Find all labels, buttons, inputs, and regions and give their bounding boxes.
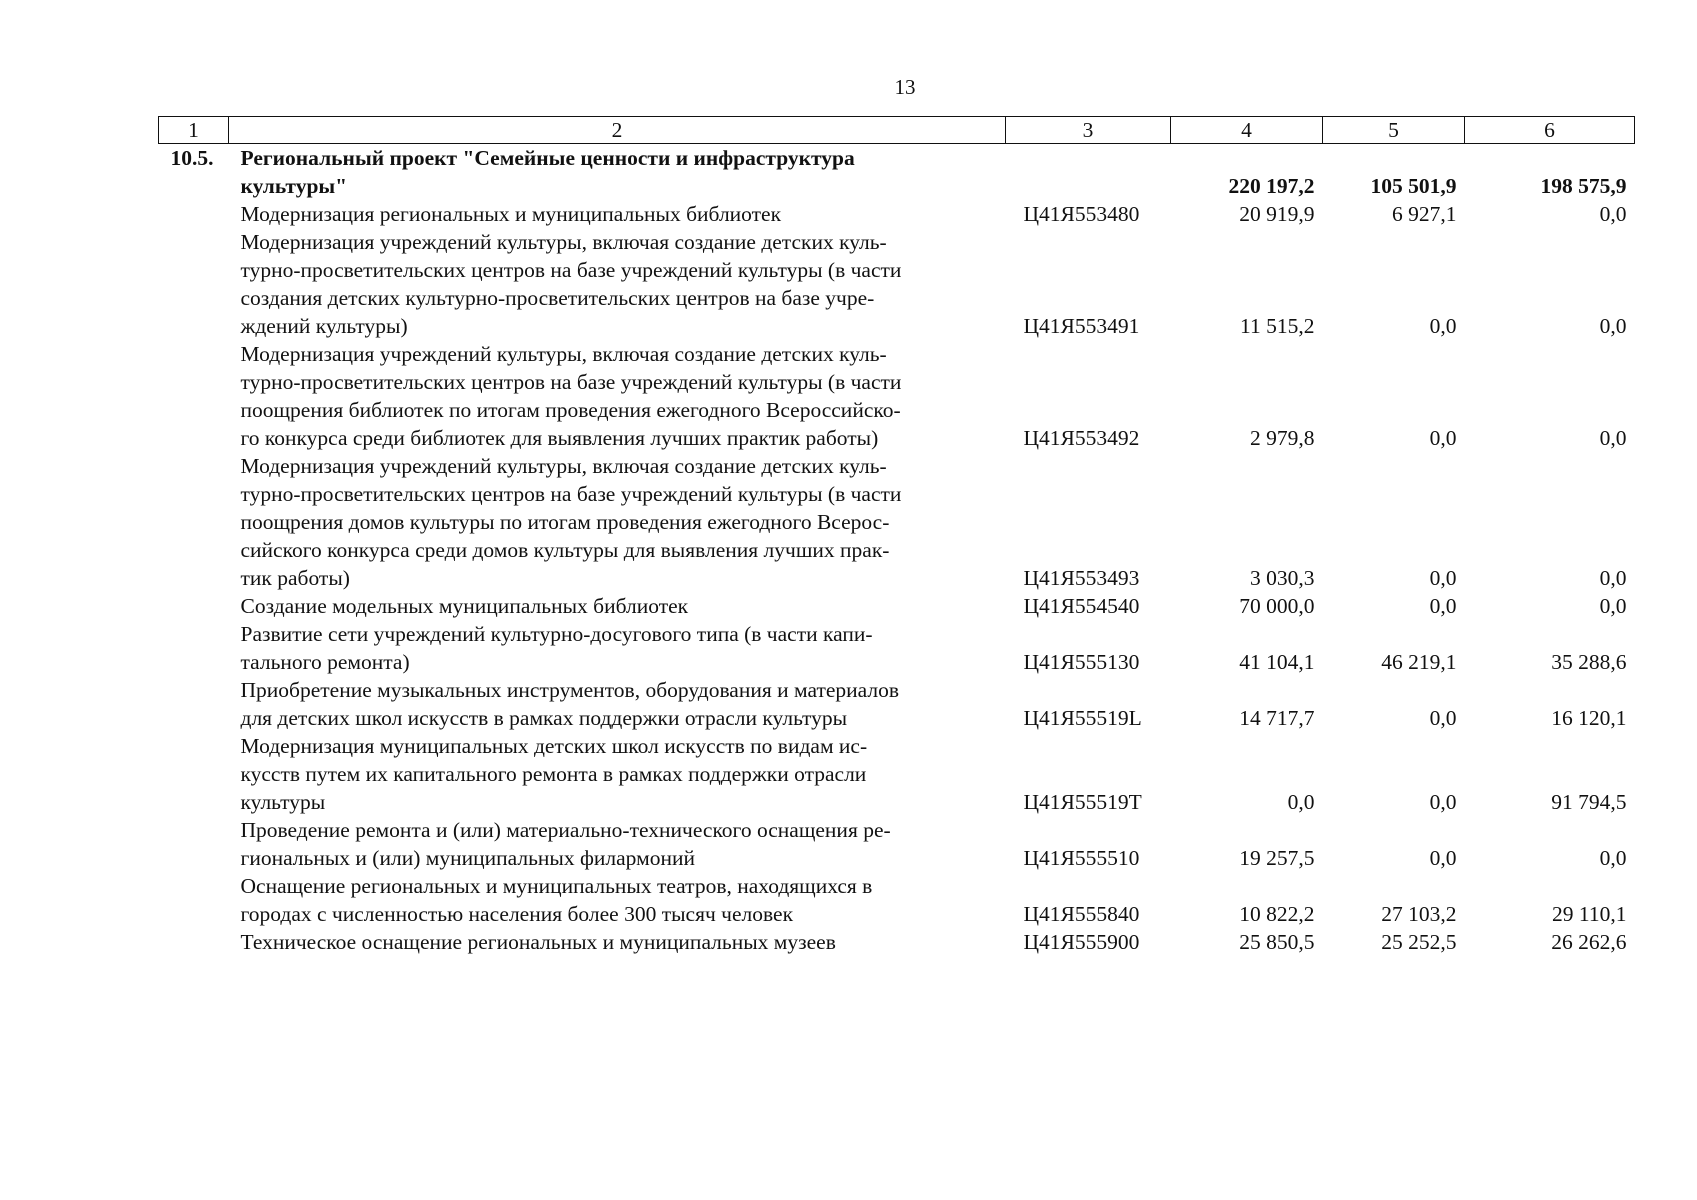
table-row (159, 816, 1635, 872)
row-value-col5: 25 252,5 (1381, 930, 1457, 954)
table-row (159, 452, 1635, 592)
section-code (1006, 144, 1171, 201)
row-value-col6: 0,0 (1599, 314, 1627, 338)
section-title: Региональный проект "Семейные ценности и инфраструктура культуры" (240, 146, 855, 198)
row-description: Модернизация учреждений культуры, включая создание детских куль- турно-просветительских центров на базе учреждений культуры (в части поощрения библиотек по итогам проведения ежегодного Всероссийско- го конкурса среди библиотек для выявления лучших практик работы) (240, 342, 902, 450)
row-value-col5: 0,0 (1429, 314, 1457, 338)
row-value-col6: 91 794,5 (1551, 790, 1627, 814)
table-row (159, 872, 1635, 928)
table-header-row (159, 117, 1635, 144)
section-total-col4: 220 197,2 (1228, 174, 1315, 198)
section-total-col6: 198 575,9 (1540, 174, 1627, 198)
row-value-col4: 3 030,3 (1250, 566, 1315, 590)
row-value-col6: 26 262,6 (1551, 930, 1627, 954)
row-code: Ц41Я555900 (1023, 930, 1140, 954)
table-row (159, 620, 1635, 676)
row-value-col4: 0,0 (1287, 790, 1315, 814)
column-header: 2 (229, 117, 1006, 144)
budget-table (158, 116, 1635, 956)
row-description: Оснащение региональных и муниципальных театров, находящихся в городах с численностью населения более 300 тысяч человек (240, 874, 873, 926)
row-value-col6: 29 110,1 (1552, 902, 1627, 926)
row-value-col4: 14 717,7 (1239, 706, 1315, 730)
row-value-col5: 0,0 (1429, 846, 1457, 870)
section-total-col5: 105 501,9 (1370, 174, 1457, 198)
column-header: 6 (1465, 117, 1635, 144)
row-value-col4: 20 919,9 (1239, 202, 1315, 226)
row-value-col6: 16 120,1 (1551, 706, 1627, 730)
table-row (159, 200, 1635, 228)
row-value-col5: 0,0 (1429, 426, 1457, 450)
row-code: Ц41Я55519L (1023, 706, 1142, 730)
table-row (159, 592, 1635, 620)
table-row (159, 732, 1635, 816)
section-number: 10.5. (170, 146, 214, 170)
row-description: Развитие сети учреждений культурно-досугового типа (в части капи- тального ремонта) (240, 622, 873, 674)
section-row (159, 144, 1635, 201)
row-value-col4: 19 257,5 (1239, 846, 1315, 870)
row-code: Ц41Я555840 (1023, 902, 1140, 926)
row-value-col4: 2 979,8 (1250, 426, 1315, 450)
row-value-col5: 46 219,1 (1381, 650, 1457, 674)
row-code: Ц41Я554540 (1023, 594, 1140, 618)
column-header: 5 (1323, 117, 1465, 144)
row-value-col5: 6 927,1 (1392, 202, 1457, 226)
table-row (159, 228, 1635, 340)
row-value-col6: 0,0 (1599, 426, 1627, 450)
row-code: Ц41Я553480 (1023, 202, 1140, 226)
column-header: 1 (159, 117, 229, 144)
row-description: Модернизация учреждений культуры, включая создание детских куль- турно-просветительских центров на базе учреждений культуры (в части создания детских культурно-просветительских центров на базе учре- ждений культуры) (240, 230, 902, 338)
row-description: Приобретение музыкальных инструментов, оборудования и материалов для детских школ искусств в рамках поддержки отрасли культуры (240, 678, 900, 730)
column-header: 4 (1171, 117, 1323, 144)
row-code: Ц41Я555130 (1023, 650, 1140, 674)
row-value-col4: 70 000,0 (1239, 594, 1315, 618)
table-row (159, 676, 1635, 732)
row-description: Проведение ремонта и (или) материально-технического оснащения ре- гиональных и (или) муниципальных филармоний (240, 818, 891, 870)
row-value-col5: 27 103,2 (1381, 902, 1457, 926)
row-description: Модернизация муниципальных детских школ искусств по видам ис- кусств путем их капитального ремонта в рамках поддержки отрасли культуры (240, 734, 868, 814)
row-value-col6: 0,0 (1599, 846, 1627, 870)
row-code: Ц41Я553492 (1023, 426, 1140, 450)
table-row (159, 340, 1635, 452)
row-code: Ц41Я55519T (1023, 790, 1142, 814)
row-description: Техническое оснащение региональных и муниципальных музеев (240, 930, 836, 954)
row-description: Создание модельных муниципальных библиотек (240, 594, 689, 618)
row-value-col5: 0,0 (1429, 594, 1457, 618)
page-number: 13 (894, 75, 916, 99)
row-value-col5: 0,0 (1429, 790, 1457, 814)
row-code: Ц41Я553493 (1023, 566, 1140, 590)
row-value-col6: 0,0 (1599, 594, 1627, 618)
row-value-col5: 0,0 (1429, 566, 1457, 590)
row-value-col6: 35 288,6 (1551, 650, 1627, 674)
row-code: Ц41Я553491 (1023, 314, 1140, 338)
column-header: 3 (1006, 117, 1171, 144)
row-value-col4: 25 850,5 (1239, 930, 1315, 954)
row-value-col4: 11 515,2 (1240, 314, 1315, 338)
row-value-col6: 0,0 (1599, 202, 1627, 226)
row-value-col5: 0,0 (1429, 706, 1457, 730)
row-value-col6: 0,0 (1599, 566, 1627, 590)
row-description: Модернизация региональных и муниципальных библиотек (240, 202, 782, 226)
row-description: Модернизация учреждений культуры, включая создание детских куль- турно-просветительских центров на базе учреждений культуры (в части поощрения домов культуры по итогам проведения ежегодного Всерос- сийского конкурса среди домов культуры для выявления лучших прак- тик работы) (240, 454, 902, 590)
row-code: Ц41Я555510 (1023, 846, 1140, 870)
row-value-col4: 41 104,1 (1239, 650, 1315, 674)
table-row (159, 928, 1635, 956)
row-value-col4: 10 822,2 (1239, 902, 1315, 926)
